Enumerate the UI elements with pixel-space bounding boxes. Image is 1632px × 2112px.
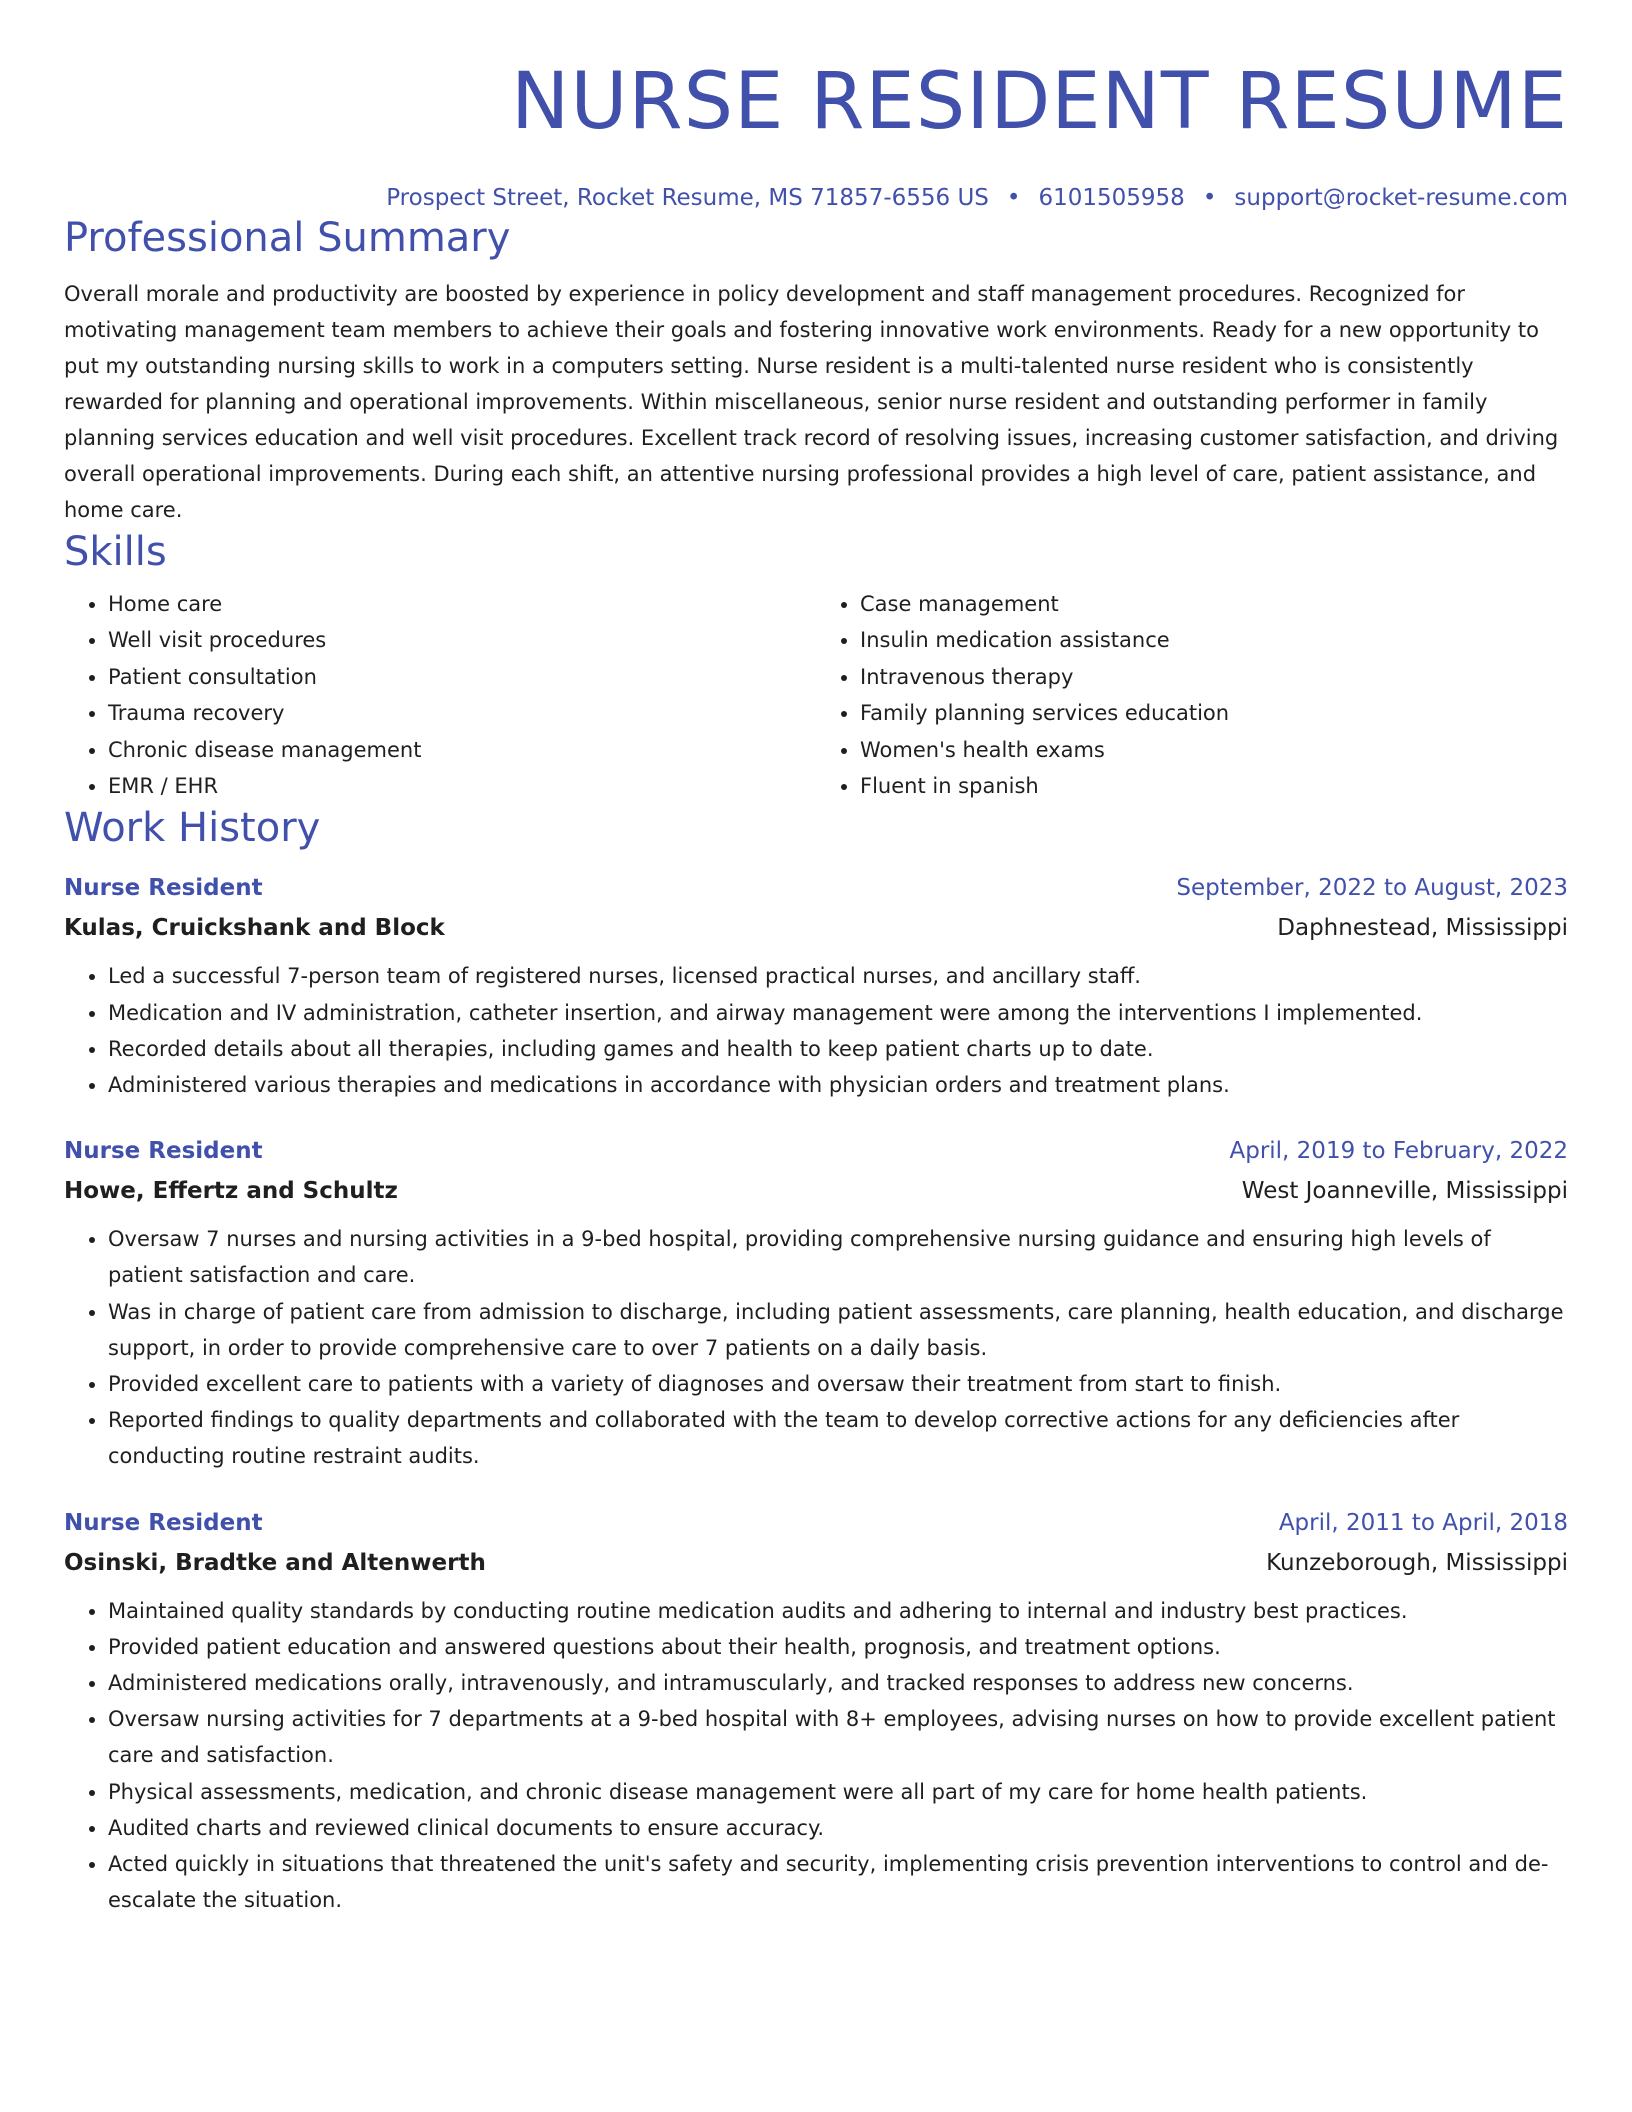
job-location: West Joanneville, Mississippi bbox=[1241, 1178, 1568, 1205]
job-location: Kunzeborough, Mississippi bbox=[1266, 1549, 1568, 1576]
job-bullet: • Medication and IV administration, catheter insertion, and airway management were among the interventions I implemented. bbox=[108, 995, 1568, 1031]
job-company: Kulas, Cruickshank and Block bbox=[64, 915, 445, 942]
job-bullet: • Administered medications orally, intravenously, and intramuscularly, and tracked responses to address new concerns. bbox=[108, 1665, 1568, 1701]
job-title: Nurse Resident bbox=[64, 1509, 263, 1536]
skill-item: • Women's health exams bbox=[860, 732, 1568, 768]
job-subheader bbox=[64, 1543, 1568, 1583]
job-header bbox=[64, 868, 1568, 908]
summary-text: Overall morale and productivity are boosted by experience in policy development and staff management procedures. Recognized for motivating management team members to achieve their goals and fostering innovative work environments. Ready for a new opportunity to put my outstanding nursing skills to work in a computers setting. Nurse resident is a multi-talented nurse resident who is consistently rewarded for planning and operational improvements. Within miscellaneous, senior nurse resident and outstanding performer in family planning services education and well visit procedures. Excellent track record of resolving issues, increasing customer satisfaction, and driving overall operational improvements. During each shift, an attentive nursing professional provides a high level of care, patient assistance, and home care. bbox=[64, 282, 1559, 522]
contact-line bbox=[64, 182, 1568, 214]
job-bullet: • Recorded details about all therapies, including games and health to keep patient charts up to date. bbox=[108, 1031, 1568, 1067]
work-history-heading: Work History bbox=[64, 805, 321, 852]
job-bullet: • Oversaw nursing activities for 7 departments at a 9-bed hospital with 8+ employees, advising nurses on how to provide excellent patient care and satisfaction. bbox=[108, 1701, 1568, 1773]
skill-item: • Case management bbox=[860, 586, 1568, 622]
job-bullet: • Acted quickly in situations that threatened the unit's safety and security, implementing crisis prevention interventions to control and de-escalate the situation. bbox=[108, 1846, 1568, 1918]
contact-separator: • bbox=[1202, 185, 1217, 211]
job-entry bbox=[64, 868, 1568, 1103]
job-dates: April, 2011 to April, 2018 bbox=[1278, 1509, 1568, 1536]
contact-separator: • bbox=[1006, 185, 1021, 211]
job-company: Howe, Effertz and Schultz bbox=[64, 1178, 398, 1205]
skill-item: • Intravenous therapy bbox=[860, 659, 1568, 695]
job-entry bbox=[64, 1131, 1568, 1474]
skills-list-left bbox=[64, 586, 816, 804]
job-bullet: • Was in charge of patient care from admission to discharge, including patient assessments, care planning, health education, and discharge support, in order to provide comprehensive care to over 7 patients on a daily basis. bbox=[108, 1294, 1568, 1366]
job-bullet: • Maintained quality standards by conducting routine medication audits and adhering to internal and industry best practices. bbox=[108, 1593, 1568, 1629]
job-subheader bbox=[64, 908, 1568, 948]
job-bullet: • Provided excellent care to patients with a variety of diagnoses and oversaw their treatment from start to finish. bbox=[108, 1366, 1568, 1402]
summary-heading: Professional Summary bbox=[64, 215, 511, 261]
skill-item: • Trauma recovery bbox=[108, 695, 816, 731]
job-header bbox=[64, 1131, 1568, 1171]
job-bullet: • Oversaw 7 nurses and nursing activities in a 9-bed hospital, providing comprehensive nursing guidance and ensuring high levels of patient satisfaction and care. bbox=[108, 1221, 1568, 1293]
job-bullets bbox=[64, 958, 1568, 1103]
contact-phone: 6101505958 bbox=[1038, 185, 1185, 211]
skills-grid bbox=[64, 586, 1568, 804]
skill-item: • Fluent in spanish bbox=[860, 768, 1568, 804]
resume-title: NURSE RESIDENT RESUME bbox=[510, 57, 1568, 147]
job-company: Osinski, Bradtke and Altenwerth bbox=[64, 1549, 486, 1576]
job-location: Daphnestead, Mississippi bbox=[1277, 915, 1568, 942]
skill-item: • Family planning services education bbox=[860, 695, 1568, 731]
contact-email: support@rocket-resume.com bbox=[1234, 185, 1568, 211]
job-entry bbox=[64, 1503, 1568, 1919]
skill-item: • EMR / EHR bbox=[108, 768, 816, 804]
job-bullet: • Administered various therapies and medications in accordance with physician orders and treatment plans. bbox=[108, 1067, 1568, 1103]
skill-item: • Patient consultation bbox=[108, 659, 816, 695]
skills-heading: Skills bbox=[64, 529, 167, 575]
skill-item: • Chronic disease management bbox=[108, 732, 816, 768]
job-bullets bbox=[64, 1221, 1568, 1474]
job-dates: April, 2019 to February, 2022 bbox=[1229, 1138, 1568, 1165]
skill-item: • Insulin medication assistance bbox=[860, 622, 1568, 658]
job-bullet: • Audited charts and reviewed clinical documents to ensure accuracy. bbox=[108, 1810, 1568, 1846]
job-bullet: • Reported findings to quality departments and collaborated with the team to develop corrective actions for any deficiencies after conducting routine restraint audits. bbox=[108, 1402, 1568, 1474]
job-header bbox=[64, 1503, 1568, 1543]
job-title: Nurse Resident bbox=[64, 875, 263, 902]
job-bullet: • Physical assessments, medication, and chronic disease management were all part of my care for home health patients. bbox=[108, 1774, 1568, 1810]
job-bullet: • Provided patient education and answered questions about their health, prognosis, and treatment options. bbox=[108, 1629, 1568, 1665]
job-title: Nurse Resident bbox=[64, 1138, 263, 1165]
contact-address: Prospect Street, Rocket Resume, MS 71857-6556 US bbox=[386, 185, 989, 211]
job-bullets bbox=[64, 1593, 1568, 1919]
job-subheader bbox=[64, 1171, 1568, 1211]
skills-list-right bbox=[816, 586, 1568, 804]
skill-item: • Well visit procedures bbox=[108, 622, 816, 658]
job-dates: September, 2022 to August, 2023 bbox=[1176, 875, 1568, 902]
skill-item: • Home care bbox=[108, 586, 816, 622]
job-bullet: • Led a successful 7-person team of registered nurses, licensed practical nurses, and ancillary staff. bbox=[108, 958, 1568, 994]
